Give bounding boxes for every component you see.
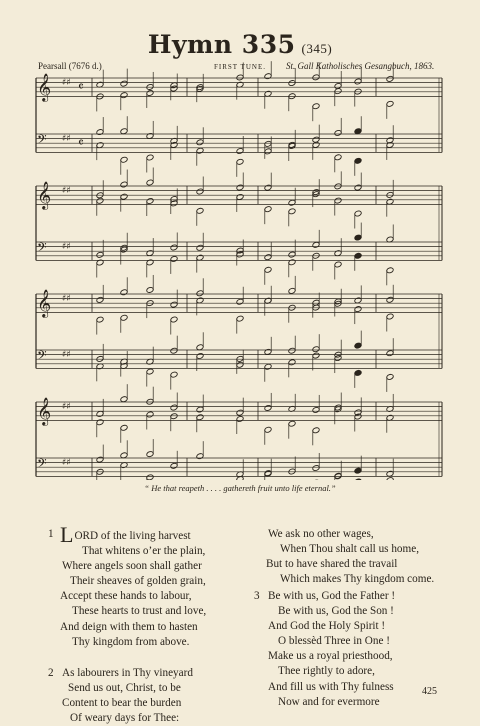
note-head <box>264 348 272 355</box>
note-head <box>196 414 204 421</box>
note-head <box>264 206 272 213</box>
note-head <box>288 199 296 206</box>
note-head <box>334 130 342 137</box>
page-number: 425 <box>422 686 437 697</box>
bass-clef-icon: 𝄢 <box>37 240 47 258</box>
treble-clef-icon: 𝄞 <box>37 397 52 425</box>
note-head <box>354 128 362 135</box>
key-signature-icon: ♯♯ <box>62 294 71 304</box>
verse-line: And God the Holy Spirit ! <box>268 620 386 633</box>
verse-line: We ask no other wages, <box>268 528 374 540</box>
note-head <box>120 396 128 403</box>
note-head <box>288 359 296 366</box>
note-head <box>146 259 154 266</box>
note-head <box>354 467 362 474</box>
note-head <box>312 103 320 110</box>
note-head <box>146 411 154 418</box>
key-signature-icon: ♯♯ <box>62 350 71 360</box>
verse-line: Thee rightly to adore, <box>278 665 375 678</box>
note-head <box>196 290 204 297</box>
treble-clef-icon: 𝄞 <box>37 73 52 101</box>
bass-clef-icon: 𝄢 <box>37 132 47 150</box>
note-head <box>312 352 320 359</box>
verse-line: That whitens o’er the plain, <box>82 545 206 558</box>
note-head <box>264 184 272 191</box>
note-head <box>196 406 204 413</box>
bass-clef-icon: 𝄢 <box>37 456 47 474</box>
key-signature-icon: ♯♯ <box>62 402 71 412</box>
verse-line: When Thou shalt call us home, <box>280 543 419 556</box>
verse-line: Accept these hands to labour, <box>60 590 192 603</box>
note-head <box>236 315 244 322</box>
illustration-caption: “ He that reapeth . . . . gathereth fruit unto life eternal.” <box>144 483 336 493</box>
note-head <box>236 298 244 305</box>
verse-3 <box>254 589 396 710</box>
note-head <box>264 266 272 273</box>
note-head <box>334 154 342 161</box>
verse-line: Be with us, God the Son ! <box>278 605 394 618</box>
note-head <box>236 184 244 191</box>
note-head <box>354 184 362 191</box>
composer-credit: Pearsall (7676 d.) <box>38 61 102 71</box>
note-head <box>354 252 362 259</box>
note-head <box>288 208 296 215</box>
note-head <box>264 254 272 261</box>
treble-clef-icon: 𝄞 <box>37 181 52 209</box>
note-head <box>386 296 394 303</box>
note-head <box>354 342 362 349</box>
verse-line: Content to bear the burden <box>62 697 182 710</box>
tune-label: FIRST TUNE. <box>214 63 266 71</box>
note-head <box>288 251 296 258</box>
note-head <box>146 198 154 205</box>
note-head <box>312 427 320 434</box>
note-head <box>288 347 296 354</box>
note-head <box>120 193 128 200</box>
note-head <box>312 74 320 81</box>
verse-line: But to have shared the travail <box>266 558 398 571</box>
note-head <box>120 424 128 431</box>
verse-line: O blessèd Three in One ! <box>278 635 390 648</box>
verse-line: Send us out, Christ, to be <box>68 682 181 695</box>
note-head <box>386 350 394 357</box>
note-head <box>120 128 128 135</box>
verse-line: And deign with them to hasten <box>60 620 198 633</box>
note-head <box>96 456 104 463</box>
note-head <box>170 316 178 323</box>
original-number: (345) <box>301 41 333 56</box>
key-signature-icon: ♯♯ <box>62 78 71 88</box>
note-head <box>386 267 394 274</box>
note-head <box>170 301 178 308</box>
note-head <box>288 80 296 87</box>
note-head <box>146 451 154 458</box>
verse-number: 1 <box>48 528 54 540</box>
note-head <box>170 347 178 354</box>
verse-2-continued <box>268 527 434 587</box>
verse-2 <box>48 666 193 726</box>
key-signature-icon: ♯♯ <box>62 242 71 252</box>
note-head <box>334 197 342 204</box>
note-head <box>120 289 128 296</box>
verse-line: Thy kingdom from above. <box>72 635 190 648</box>
note-head <box>196 353 204 360</box>
note-head <box>312 141 320 148</box>
note-head <box>96 251 104 258</box>
note-head <box>334 261 342 268</box>
note-head <box>354 478 362 480</box>
note-head <box>236 409 244 416</box>
note-head <box>312 479 320 480</box>
note-head <box>146 368 154 375</box>
note-head <box>170 404 178 411</box>
note-head <box>96 197 104 204</box>
note-head <box>354 369 362 376</box>
note-head <box>386 75 394 82</box>
note-head <box>196 139 204 146</box>
note-head <box>120 181 128 188</box>
key-signature-icon: ♯♯ <box>62 186 71 196</box>
note-head <box>264 363 272 370</box>
verse-line: And fill us with Thy fulness <box>268 680 394 693</box>
common-time-icon: 𝄴 <box>78 136 84 151</box>
note-head <box>146 154 154 161</box>
verse-line: Of weary days for Thee: <box>70 712 180 725</box>
note-head <box>196 453 204 460</box>
note-head <box>264 140 272 147</box>
key-signature-icon: ♯♯ <box>62 134 71 144</box>
note-head <box>288 420 296 427</box>
note-head <box>120 314 128 321</box>
note-head <box>120 156 128 163</box>
verse-line: Which makes Thy kingdom come. <box>280 573 435 586</box>
note-head <box>236 74 244 81</box>
note-head <box>312 465 320 472</box>
note-head <box>334 88 342 95</box>
note-head <box>96 316 104 323</box>
note-head <box>170 413 178 420</box>
verse-line: Make us a royal priesthood, <box>268 650 393 663</box>
verse-line: These hearts to trust and love, <box>72 605 207 618</box>
note-head <box>146 179 154 186</box>
note-head <box>236 361 244 368</box>
hymn-title-text: Hymn 335 <box>147 30 296 59</box>
note-head <box>386 477 394 480</box>
note-head <box>354 210 362 217</box>
verse-number: 3 <box>254 590 260 602</box>
note-head <box>386 313 394 320</box>
note-head <box>386 100 394 107</box>
verse-1 <box>48 522 207 650</box>
note-head <box>354 306 362 313</box>
note-head <box>170 371 178 378</box>
note-head <box>312 346 320 353</box>
note-head <box>120 92 128 99</box>
note-head <box>196 297 204 304</box>
note-head <box>170 244 178 251</box>
note-head <box>96 129 104 136</box>
note-head <box>288 287 296 294</box>
treble-clef-icon: 𝄞 <box>37 289 52 317</box>
note-head <box>120 80 128 87</box>
verse-line: As labourers in Thy vineyard <box>62 667 193 679</box>
note-head <box>236 158 244 165</box>
verse-line: Where angels soon shall gather <box>62 560 202 573</box>
note-head <box>96 419 104 426</box>
note-head <box>354 234 362 241</box>
note-head <box>312 241 320 248</box>
note-head <box>312 407 320 414</box>
note-head <box>196 188 204 195</box>
verse-line: Now and for evermore <box>278 695 380 708</box>
note-head <box>196 147 204 154</box>
note-head <box>196 207 204 214</box>
note-head <box>96 296 104 303</box>
note-head <box>354 78 362 85</box>
note-head <box>196 254 204 261</box>
note-head <box>354 297 362 304</box>
verse-line: Be with us, God the Father ! <box>268 590 396 602</box>
note-head <box>236 148 244 155</box>
note-head <box>264 405 272 412</box>
note-head <box>146 287 154 294</box>
drop-cap: L <box>60 522 74 547</box>
bass-clef-icon: 𝄢 <box>37 348 47 366</box>
note-head <box>288 259 296 266</box>
note-head <box>196 244 204 251</box>
note-head <box>264 426 272 433</box>
verse-line: Their sheaves of golden grain, <box>70 575 206 588</box>
verse-number: 2 <box>48 667 54 679</box>
note-head <box>354 157 362 164</box>
note-head <box>170 462 178 469</box>
note-head <box>170 256 178 263</box>
tune-source: St. Gall Katholisches Gesangbuch, 1863. <box>286 61 435 71</box>
note-head <box>264 73 272 80</box>
note-head <box>264 148 272 155</box>
note-head <box>236 416 244 423</box>
note-head <box>386 373 394 380</box>
common-time-icon: 𝄴 <box>78 80 84 95</box>
key-signature-icon: ♯♯ <box>62 458 71 468</box>
verse-line: ORD of the living harvest <box>74 530 191 542</box>
note-head <box>146 90 154 97</box>
note-head <box>236 194 244 201</box>
note-head <box>146 474 154 480</box>
